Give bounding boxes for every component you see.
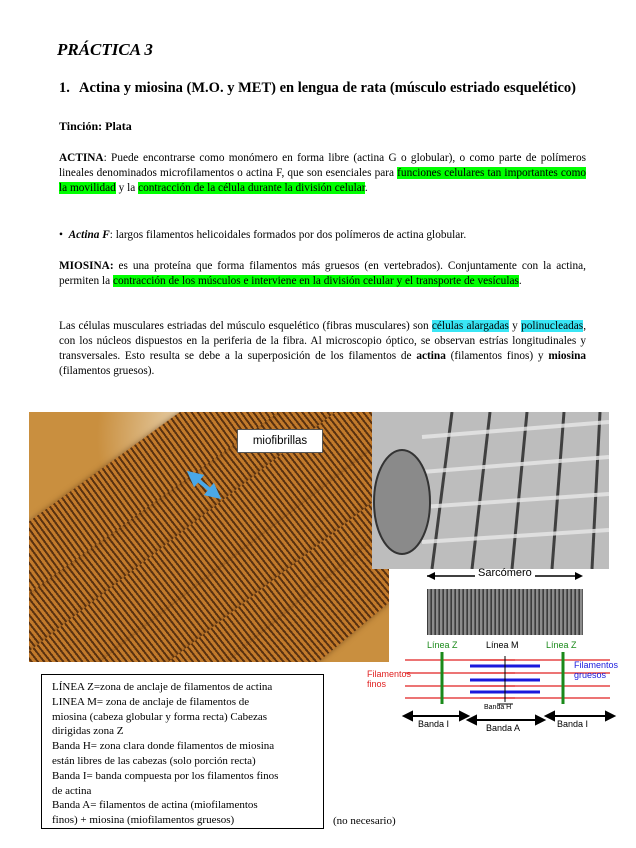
light-micrograph-image xyxy=(29,412,389,662)
actina-text-3: . xyxy=(364,182,368,194)
linea-z-left-label: Línea Z xyxy=(427,640,458,650)
legend-line: Banda I= banda compuesta por los filamentos finos xyxy=(52,769,279,782)
page-title: PRÁCTICA 3 xyxy=(57,40,153,59)
heading-text: Actina y miosina (M.O. y MET) en lengua de rata (músculo estriado esquelético) xyxy=(79,80,576,96)
legend-line: finos) + miosina (miofilamentos gruesos) xyxy=(52,814,235,827)
miosina-text-1: es una proteína que forma filamentos más gruesos (en vertebrados). Conjuntamente con la actina, permiten la xyxy=(59,260,586,287)
miosina-paragraph xyxy=(59,259,586,289)
section-heading xyxy=(59,80,579,97)
actina-highlight-2: contracción de la célula durante la división celular xyxy=(138,182,365,194)
legend-line: dirigidas zona Z xyxy=(52,725,124,738)
musc-highlight-1: células alargadas xyxy=(431,320,509,332)
bullet-icon: • xyxy=(59,229,63,241)
miofibrillas-label: miofibrillas xyxy=(237,429,323,453)
sarcomero-label: Sarcómero xyxy=(478,567,532,579)
actina-f-term: Actina F xyxy=(68,229,110,241)
filamentos-gruesos-label: Filamentos gruesos xyxy=(574,660,619,680)
muscle-cells-paragraph xyxy=(59,319,586,379)
actina-highlight-1: funciones celulares tan importantes como la movilidad xyxy=(59,167,586,194)
musc-highlight-2: polinucleadas xyxy=(521,320,584,332)
miosina-highlight: contracción de los músculos e interviene en la división celular y el transporte de vesículas xyxy=(112,275,519,287)
musc-bold-actina: actina xyxy=(416,350,446,362)
actina-text-1: : Puede encontrarse como monómero en forma libre (actina G o globular), o como parte de polímeros lineales denominados microfilamentos o actina F, que son esenciales para xyxy=(59,152,586,179)
actina-term: ACTINA xyxy=(59,152,104,164)
actina-text-2: y la xyxy=(115,182,139,194)
musc-text-1: Las células musculares estriadas del músculo esquelético (fibras musculares) son xyxy=(59,320,432,332)
actina-f-bullet xyxy=(59,228,589,243)
musc-bold-miosina: miosina xyxy=(548,350,587,362)
banda-i-left-label: Banda I xyxy=(418,719,450,729)
banda-h-label: Banda H xyxy=(484,704,512,711)
actina-paragraph xyxy=(59,151,586,196)
legend-line: de actina xyxy=(52,784,92,797)
staining-label: Tinción: Plata xyxy=(59,119,132,133)
legend-line: están libres de las cabezas (solo porción recta) xyxy=(52,754,256,767)
nucleus-shape xyxy=(374,450,430,554)
legend-line: Banda H= zona clara donde filamentos de miosina xyxy=(52,740,275,753)
miosina-term: MIOSINA: xyxy=(59,260,114,272)
legend-line: LÍNEA Z=zona de anclaje de filamentos de actina xyxy=(52,681,273,693)
electron-micrograph-image xyxy=(372,412,609,569)
legend-line: Banda A= filamentos de actina (miofilamentos xyxy=(52,799,258,812)
no-necesario-note: (no necesario) xyxy=(333,815,396,827)
double-arrow-icon xyxy=(29,412,389,662)
legend-line: LINEA M= zona de anclaje de filamentos de xyxy=(52,695,250,708)
sarcomero-arrow-icon xyxy=(425,568,585,584)
heading-number: 1. xyxy=(59,80,70,96)
banda-i-right-label: Banda I xyxy=(557,719,589,729)
linea-m-label: Línea M xyxy=(486,640,519,650)
miosina-text-2: . xyxy=(518,275,522,287)
linea-z-right-label: Línea Z xyxy=(546,640,577,650)
musc-text-5: (filamentos gruesos). xyxy=(59,365,155,377)
musc-text-3: , con los núcleos dispuestos en la periferia de la fibra. Al microscopio óptico, se observan estrías longitudinales y transversales. Esto resulta se debe a la superposición de los filamentos de xyxy=(59,320,587,362)
banda-a-label: Banda A xyxy=(486,723,521,733)
filamentos-finos-label: Filamentos finos xyxy=(367,669,412,689)
actina-f-text: : largos filamentos helicoidales formados por dos polímeros de actina globular. xyxy=(109,229,467,241)
legend-box xyxy=(41,674,324,829)
musc-text-4: (filamentos finos) y xyxy=(445,350,549,362)
legend-line: miosina (cabeza globular y forma recta) Cabezas xyxy=(52,710,268,723)
musc-text-2: y xyxy=(508,320,522,332)
sarcomere-em-strip xyxy=(427,589,583,635)
